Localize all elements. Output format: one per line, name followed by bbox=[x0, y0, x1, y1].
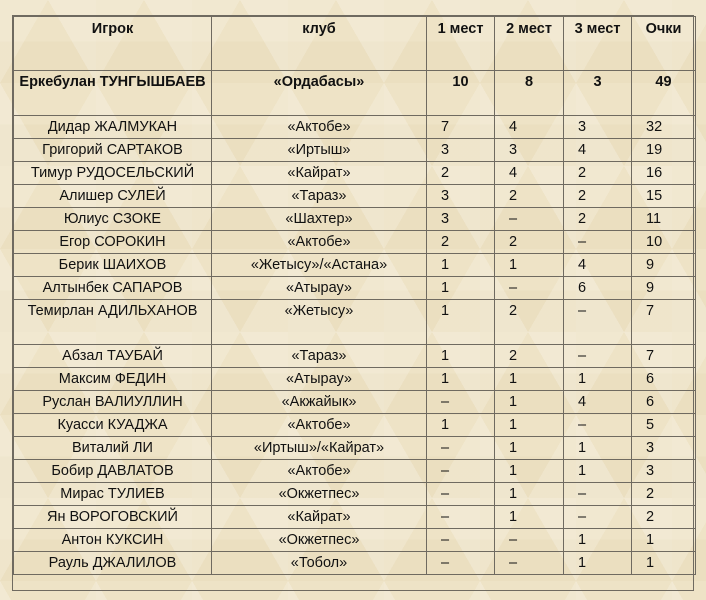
table-row bbox=[14, 368, 696, 391]
place1-count: 1 bbox=[427, 254, 495, 277]
table-row bbox=[14, 414, 696, 437]
place3-count: – bbox=[564, 231, 632, 254]
place2-count: 1 bbox=[495, 391, 564, 414]
place1-count: – bbox=[427, 483, 495, 506]
place3-count: 4 bbox=[564, 391, 632, 414]
place2-count: 2 bbox=[495, 231, 564, 254]
player-club: «Окжетпес» bbox=[212, 483, 427, 506]
player-club: «Актобе» bbox=[212, 460, 427, 483]
player-name: Еркебулан ТУНГЫШБАЕВ bbox=[14, 71, 212, 116]
player-name: Виталий ЛИ bbox=[14, 437, 212, 460]
place3-count: 1 bbox=[564, 552, 632, 575]
player-club: «Кайрат» bbox=[212, 162, 427, 185]
place2-count: 1 bbox=[495, 254, 564, 277]
place3-count: 1 bbox=[564, 460, 632, 483]
player-club: «Кайрат» bbox=[212, 506, 427, 529]
points-value: 19 bbox=[632, 139, 696, 162]
table-row bbox=[14, 185, 696, 208]
place2-count: 1 bbox=[495, 414, 564, 437]
table-row bbox=[14, 345, 696, 368]
place1-count: – bbox=[427, 506, 495, 529]
player-name: Максим ФЕДИН bbox=[14, 368, 212, 391]
place2-count: 8 bbox=[495, 71, 564, 116]
points-value: 10 bbox=[632, 231, 696, 254]
place2-count: 2 bbox=[495, 300, 564, 345]
player-name: Тимур РУДОСЕЛЬСКИЙ bbox=[14, 162, 212, 185]
table-row bbox=[14, 300, 696, 345]
table-row bbox=[14, 552, 696, 575]
place3-count: 1 bbox=[564, 437, 632, 460]
place1-count: 2 bbox=[427, 231, 495, 254]
table-row bbox=[14, 437, 696, 460]
player-name: Алтынбек САПАРОВ bbox=[14, 277, 212, 300]
player-name: Юлиус СЗОКЕ bbox=[14, 208, 212, 231]
place1-count: – bbox=[427, 529, 495, 552]
player-club: «Актобе» bbox=[212, 116, 427, 139]
table-row bbox=[14, 460, 696, 483]
place3-count: 1 bbox=[564, 368, 632, 391]
header-place3: 3 мест bbox=[564, 17, 632, 71]
place3-count: 6 bbox=[564, 277, 632, 300]
player-club: «Окжетпес» bbox=[212, 529, 427, 552]
place1-count: 10 bbox=[427, 71, 495, 116]
place1-count: – bbox=[427, 437, 495, 460]
points-value: 7 bbox=[632, 300, 696, 345]
player-club: «Тараз» bbox=[212, 345, 427, 368]
place1-count: 7 bbox=[427, 116, 495, 139]
place3-count: 2 bbox=[564, 208, 632, 231]
place1-count: 2 bbox=[427, 162, 495, 185]
place2-count: 1 bbox=[495, 483, 564, 506]
player-name: Куасси КУАДЖА bbox=[14, 414, 212, 437]
points-value: 5 bbox=[632, 414, 696, 437]
player-name: Егор СОРОКИН bbox=[14, 231, 212, 254]
place3-count: 4 bbox=[564, 254, 632, 277]
player-name: Мирас ТУЛИЕВ bbox=[14, 483, 212, 506]
player-name: Григорий САРТАКОВ bbox=[14, 139, 212, 162]
header-row bbox=[14, 17, 696, 71]
points-value: 32 bbox=[632, 116, 696, 139]
place2-count: 1 bbox=[495, 460, 564, 483]
place3-count: 2 bbox=[564, 162, 632, 185]
player-club: «Ордабасы» bbox=[212, 71, 427, 116]
table-row bbox=[14, 391, 696, 414]
place3-count: 1 bbox=[564, 529, 632, 552]
points-value: 49 bbox=[632, 71, 696, 116]
player-name: Бобир ДАВЛАТОВ bbox=[14, 460, 212, 483]
place2-count: – bbox=[495, 208, 564, 231]
place3-count: – bbox=[564, 483, 632, 506]
player-club: «Атырау» bbox=[212, 277, 427, 300]
player-name: Темирлан АДИЛЬХАНОВ bbox=[14, 300, 212, 345]
points-value: 1 bbox=[632, 552, 696, 575]
place2-count: 1 bbox=[495, 506, 564, 529]
player-name: Ян ВОРОГОВСКИЙ bbox=[14, 506, 212, 529]
player-club: «Иртыш»/«Кайрат» bbox=[212, 437, 427, 460]
place1-count: – bbox=[427, 552, 495, 575]
table-row bbox=[14, 254, 696, 277]
standings-table bbox=[13, 16, 696, 575]
player-club: «Тараз» bbox=[212, 185, 427, 208]
points-value: 9 bbox=[632, 254, 696, 277]
table-row bbox=[14, 231, 696, 254]
player-name: Рауль ДЖАЛИЛОВ bbox=[14, 552, 212, 575]
player-name: Абзал ТАУБАЙ bbox=[14, 345, 212, 368]
place2-count: 1 bbox=[495, 437, 564, 460]
player-club: «Акжайык» bbox=[212, 391, 427, 414]
player-name: Алишер СУЛЕЙ bbox=[14, 185, 212, 208]
place3-count: 3 bbox=[564, 71, 632, 116]
place1-count: 1 bbox=[427, 300, 495, 345]
place1-count: 3 bbox=[427, 139, 495, 162]
points-value: 2 bbox=[632, 483, 696, 506]
header-player: Игрок bbox=[14, 17, 212, 71]
player-club: «Шахтер» bbox=[212, 208, 427, 231]
table-row bbox=[14, 139, 696, 162]
place2-count: 4 bbox=[495, 162, 564, 185]
place2-count: – bbox=[495, 552, 564, 575]
place1-count: – bbox=[427, 391, 495, 414]
table-row bbox=[14, 71, 696, 116]
place2-count: – bbox=[495, 529, 564, 552]
table-row bbox=[14, 116, 696, 139]
place3-count: 3 bbox=[564, 116, 632, 139]
place3-count: – bbox=[564, 506, 632, 529]
player-club: «Атырау» bbox=[212, 368, 427, 391]
points-value: 1 bbox=[632, 529, 696, 552]
place3-count: – bbox=[564, 414, 632, 437]
place2-count: 4 bbox=[495, 116, 564, 139]
place2-count: 2 bbox=[495, 185, 564, 208]
table-row bbox=[14, 506, 696, 529]
place1-count: 3 bbox=[427, 185, 495, 208]
points-value: 11 bbox=[632, 208, 696, 231]
header-points: Очки bbox=[632, 17, 696, 71]
table-row bbox=[14, 162, 696, 185]
place1-count: 1 bbox=[427, 414, 495, 437]
place3-count: – bbox=[564, 345, 632, 368]
points-value: 3 bbox=[632, 460, 696, 483]
place1-count: 1 bbox=[427, 368, 495, 391]
standings-table-frame bbox=[12, 15, 694, 591]
player-club: «Иртыш» bbox=[212, 139, 427, 162]
points-value: 3 bbox=[632, 437, 696, 460]
points-value: 6 bbox=[632, 368, 696, 391]
points-value: 7 bbox=[632, 345, 696, 368]
header-place1: 1 мест bbox=[427, 17, 495, 71]
player-name: Руслан ВАЛИУЛЛИН bbox=[14, 391, 212, 414]
table-row bbox=[14, 483, 696, 506]
place2-count: 2 bbox=[495, 345, 564, 368]
player-club: «Актобе» bbox=[212, 231, 427, 254]
player-name: Антон КУКСИН bbox=[14, 529, 212, 552]
points-value: 6 bbox=[632, 391, 696, 414]
header-club: клуб bbox=[212, 17, 427, 71]
table-row bbox=[14, 277, 696, 300]
points-value: 15 bbox=[632, 185, 696, 208]
points-value: 9 bbox=[632, 277, 696, 300]
place2-count: 3 bbox=[495, 139, 564, 162]
player-name: Берик ШАИХОВ bbox=[14, 254, 212, 277]
player-club: «Жетысу» bbox=[212, 300, 427, 345]
points-value: 16 bbox=[632, 162, 696, 185]
table-row bbox=[14, 529, 696, 552]
header-place2: 2 мест bbox=[495, 17, 564, 71]
place3-count: 2 bbox=[564, 185, 632, 208]
place1-count: 1 bbox=[427, 277, 495, 300]
table-row bbox=[14, 208, 696, 231]
place1-count: 3 bbox=[427, 208, 495, 231]
place3-count: – bbox=[564, 300, 632, 345]
points-value: 2 bbox=[632, 506, 696, 529]
player-name: Дидар ЖАЛМУКАН bbox=[14, 116, 212, 139]
place3-count: 4 bbox=[564, 139, 632, 162]
place2-count: – bbox=[495, 277, 564, 300]
player-club: «Тобол» bbox=[212, 552, 427, 575]
player-club: «Жетысу»/«Астана» bbox=[212, 254, 427, 277]
place2-count: 1 bbox=[495, 368, 564, 391]
place1-count: – bbox=[427, 460, 495, 483]
place1-count: 1 bbox=[427, 345, 495, 368]
player-club: «Актобе» bbox=[212, 414, 427, 437]
